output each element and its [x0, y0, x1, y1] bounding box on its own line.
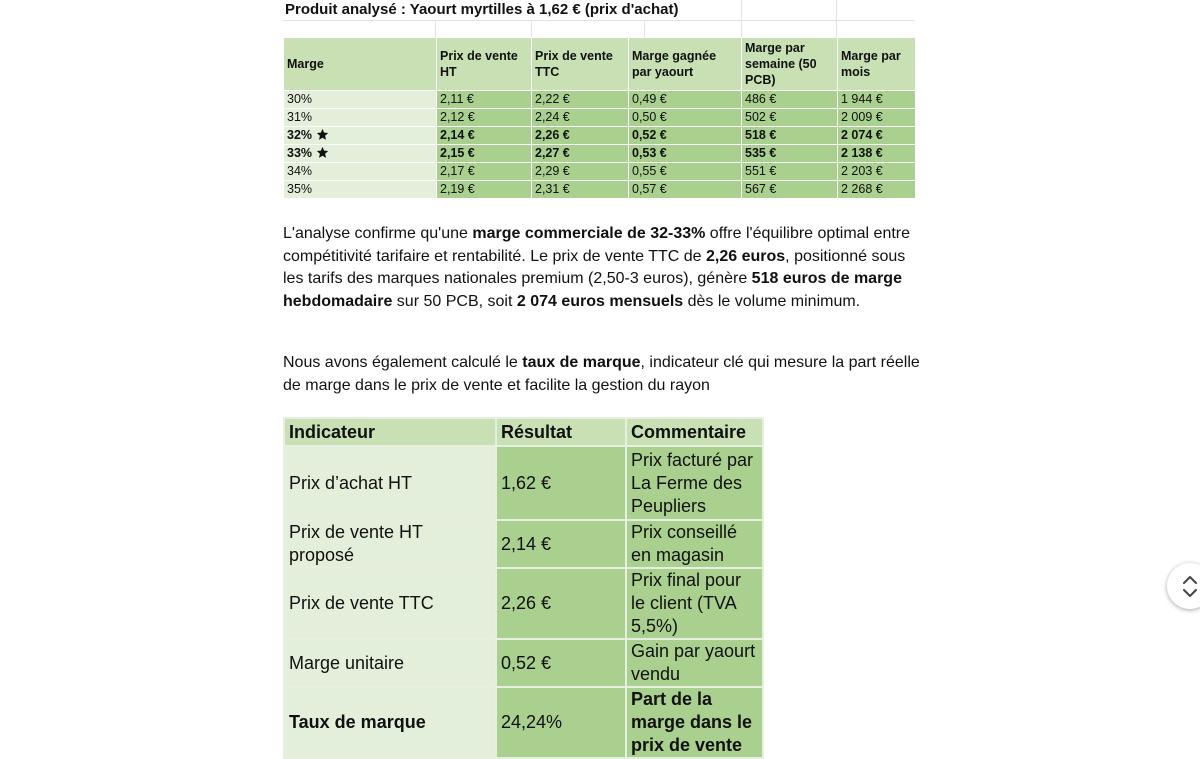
table-cell	[838, 163, 916, 181]
indicator-row	[284, 446, 763, 520]
table-cell: Prix de vente HT proposé	[284, 520, 496, 568]
cell-text: 2 009 €	[841, 110, 883, 124]
grid-cell	[741, 0, 837, 20]
cell-text: 567 €	[745, 182, 777, 196]
table-cell	[284, 109, 437, 127]
cell-text: 0,55 €	[632, 164, 667, 178]
cell-text: 486 €	[745, 92, 777, 106]
text-run: dès le volume minimum.	[683, 292, 861, 310]
table-cell	[437, 163, 532, 181]
cell-text: 535 €	[745, 146, 777, 160]
indicator-row	[284, 520, 763, 568]
analysis-paragraph	[283, 223, 923, 313]
table-cell	[742, 127, 838, 145]
cell-text: 2,31 €	[535, 182, 570, 196]
table-cell	[284, 127, 437, 145]
table-cell	[532, 163, 629, 181]
cell-text: 31%	[287, 110, 313, 124]
document-page	[283, 0, 920, 755]
table-cell	[532, 109, 629, 127]
header-cell: Prix de vente HT	[437, 38, 532, 91]
cell-text: 2,15 €	[440, 146, 475, 160]
text-run: L'analyse confirme qu'une	[283, 225, 473, 242]
cell-text: 518 €	[745, 128, 777, 142]
grid-cell	[836, 0, 915, 20]
cell-text: 502 €	[745, 110, 777, 124]
table-cell: 1,62 €	[496, 446, 626, 520]
scroll-control-button[interactable]	[1167, 563, 1200, 609]
cell-text: 2,22 €	[535, 92, 570, 106]
table-cell: Gain par yaourt vendu	[626, 639, 763, 687]
cell-text: 34%	[287, 164, 313, 178]
cell-text: 2,17 €	[440, 164, 475, 178]
table-cell	[629, 145, 742, 163]
cell-text: 2,11 €	[440, 92, 474, 106]
table-cell	[742, 109, 838, 127]
table-cell: Taux de marque	[284, 687, 496, 758]
cell-text: 0,57 €	[632, 182, 667, 196]
bold-run: 2 074 euros mensuels	[516, 292, 684, 310]
table-cell	[742, 145, 838, 163]
bold-run: taux de marque	[522, 354, 641, 371]
table-cell: Prix conseillé en magasin	[626, 520, 763, 568]
cell-text: 2 268 €	[841, 182, 883, 196]
bold-run: marge commerciale de 32-33%	[472, 225, 706, 242]
star-icon	[316, 128, 329, 141]
table-cell: Prix de vente TTC	[284, 568, 496, 639]
table-cell: 24,24%	[496, 687, 626, 758]
cell-text: 2,14 €	[440, 128, 475, 142]
table-cell	[532, 127, 629, 145]
table-cell	[629, 127, 742, 145]
table-cell: Prix d’achat HT	[284, 446, 496, 520]
table-cell: Part de la marge dans le prix de vente	[626, 687, 763, 758]
table-cell	[838, 91, 916, 109]
header-cell: Marge gagnée par yaourt	[629, 38, 742, 91]
cell-text: 0,50 €	[632, 110, 667, 124]
bold-run: 2,26 euros	[706, 247, 786, 265]
table-cell	[284, 181, 437, 199]
table-cell	[437, 91, 532, 109]
margin-table	[283, 37, 916, 199]
indicator-table	[283, 417, 764, 759]
chevron-down-icon[interactable]	[1183, 589, 1197, 598]
cell-text: 2,29 €	[535, 164, 570, 178]
cell-text: 551 €	[745, 164, 777, 178]
cell-text: 2,12 €	[440, 110, 475, 124]
margin-table-row	[284, 127, 916, 145]
table-cell: 2,14 €	[496, 520, 626, 568]
text-run: offre l'équilibre optimal entre compétitivité tarifaire et rentabilité. Le prix de vente TTC de	[283, 225, 911, 265]
header-cell: Marge par semaine (50 PCB)	[742, 38, 838, 91]
table-cell	[629, 163, 742, 181]
indicator-row	[284, 568, 763, 639]
table-cell: 0,52 €	[496, 639, 626, 687]
table-cell	[838, 145, 916, 163]
table-cell	[838, 127, 916, 145]
table-cell: 2,26 €	[496, 568, 626, 639]
table-cell	[284, 91, 437, 109]
header-cell: Indicateur	[284, 418, 496, 446]
text-run: , positionné sous les tarifs des marques nationales premium (2,50-3 euros), génère	[283, 247, 906, 287]
cell-text: 2,27 €	[535, 146, 570, 160]
indicator-row	[284, 639, 763, 687]
margin-table-row	[284, 163, 916, 181]
table-cell	[838, 181, 916, 199]
table-cell	[437, 109, 532, 127]
header-cell: Marge par mois	[838, 38, 916, 91]
cell-text: 35%	[287, 182, 313, 196]
markup-rate-paragraph	[283, 352, 923, 397]
table-cell	[284, 145, 437, 163]
header-cell: Prix de vente TTC	[532, 38, 629, 91]
sheet-title-row	[283, 0, 915, 21]
table-cell	[284, 163, 437, 181]
header-cell: Résultat	[496, 418, 626, 446]
cell-text: 2 074 €	[841, 128, 883, 142]
cell-text: 33%	[287, 146, 313, 160]
sheet-spacer-row	[283, 21, 915, 37]
table-cell	[629, 181, 742, 199]
table-cell	[532, 91, 629, 109]
cell-text: 30%	[287, 92, 313, 106]
cell-text: 2,24 €	[535, 110, 570, 124]
table-cell: Marge unitaire	[284, 639, 496, 687]
table-cell	[532, 145, 629, 163]
table-cell	[437, 127, 532, 145]
margin-table-row	[284, 145, 916, 163]
cell-text: 32%	[287, 128, 313, 142]
cell-text: 0,52 €	[632, 128, 667, 142]
cell-text: 2 203 €	[841, 164, 883, 178]
text-run: Nous avons également calculé le	[283, 354, 523, 371]
table-cell	[629, 91, 742, 109]
margin-table-row	[284, 181, 916, 199]
header-cell: Marge	[284, 38, 437, 91]
table-cell	[532, 181, 629, 199]
text-run: , indicateur clé qui mesure la part réelle de marge dans le prix de vente et facilite la gestion du rayon	[283, 354, 920, 394]
table-cell	[838, 109, 916, 127]
margin-table-header	[284, 38, 916, 91]
margin-table-row	[284, 91, 916, 109]
indicator-table-header	[284, 418, 763, 446]
cell-text: 1 944 €	[841, 92, 883, 106]
star-icon	[316, 146, 329, 159]
sheet-title: Produit analysé : Yaourt myrtilles à 1,62 € (prix d'achat)	[285, 1, 679, 18]
cell-text: 2 138 €	[841, 146, 883, 160]
cell-text: 2,19 €	[440, 182, 475, 196]
margin-table-row	[284, 109, 916, 127]
table-cell	[629, 109, 742, 127]
table-cell	[437, 145, 532, 163]
table-cell	[437, 181, 532, 199]
cell-text: 2,26 €	[535, 128, 570, 142]
header-cell: Commentaire	[626, 418, 763, 446]
cell-text: 0,49 €	[632, 92, 667, 106]
bold-run: 518 euros de marge hebdomadaire	[283, 270, 902, 310]
table-cell	[742, 163, 838, 181]
table-cell	[742, 91, 838, 109]
indicator-row	[284, 687, 763, 758]
table-cell	[742, 181, 838, 199]
table-cell: Prix facturé par La Ferme des Peupliers	[626, 446, 763, 520]
cell-text: 0,53 €	[632, 146, 667, 160]
table-cell: Prix final pour le client (TVA 5,5%)	[626, 568, 763, 639]
chevron-up-icon[interactable]	[1183, 575, 1197, 584]
text-run: sur 50 PCB, soit	[392, 292, 517, 310]
